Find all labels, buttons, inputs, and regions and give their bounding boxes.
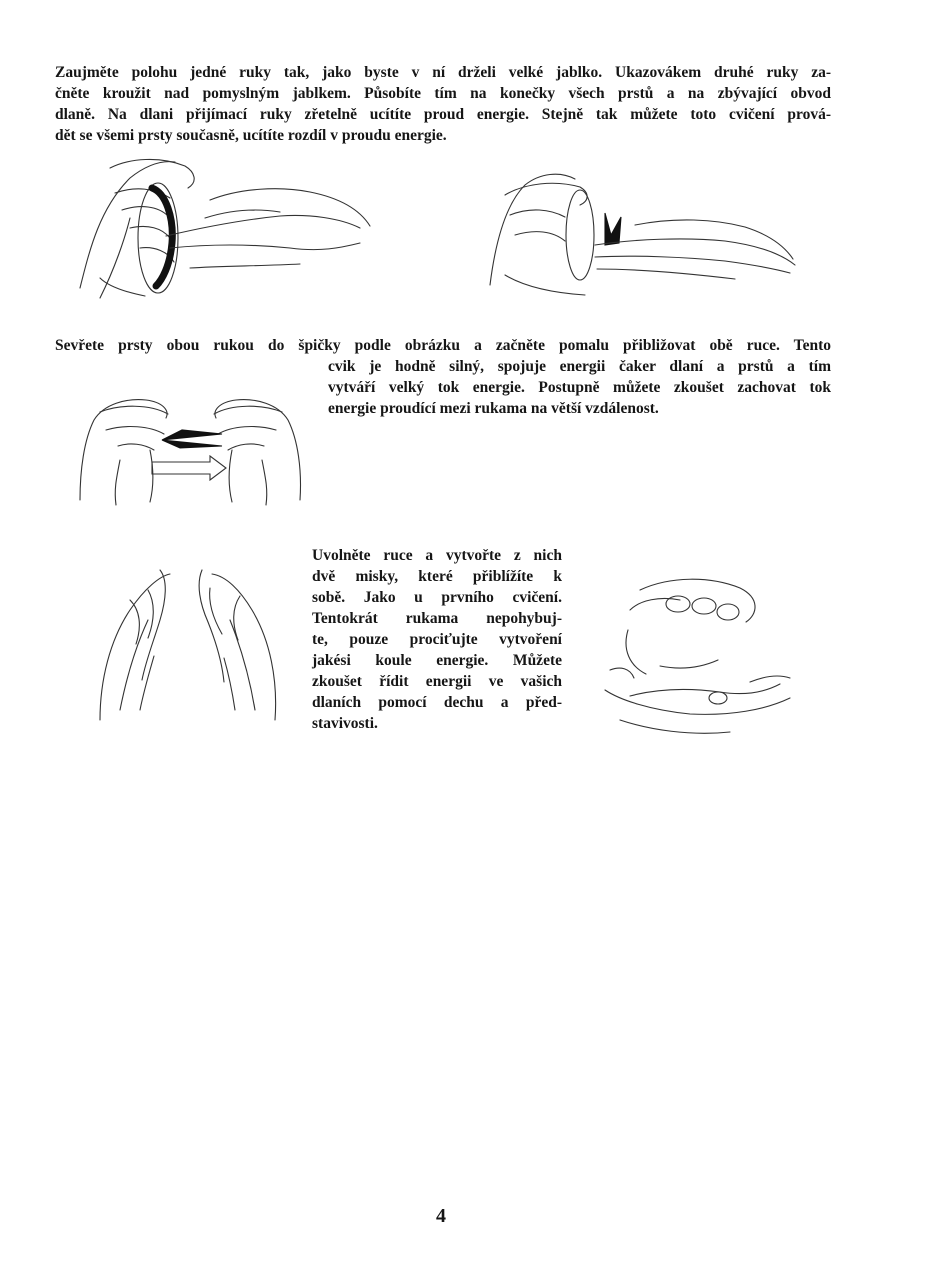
- text-line: sobě. Jako u prvního cvičení.: [312, 589, 562, 606]
- illustration-energy-ball-hands: [600, 570, 800, 740]
- text-line: Tentokrát rukama nepohybuj-: [312, 610, 562, 627]
- illustration-hand-circling-apple: [70, 148, 390, 306]
- text-line: energie proudící mezi rukama na větší vzdálenost.: [328, 400, 659, 417]
- text-line: vytváří velký tok energie. Postupně můžete zkoušet zachovat tok: [328, 379, 831, 396]
- text-line: dlaních pomocí dechu a před-: [312, 694, 562, 711]
- illustration-cupped-hands-bowls: [90, 560, 285, 730]
- paragraph-apple-exercise: [55, 62, 831, 146]
- text-line: Uvolněte ruce a vytvořte z nich: [312, 547, 562, 564]
- text-line: dlaně. Na dlani přijímací ruky zřetelně ucítíte proud energie. Stejně tak můžete toto cvičení prová-: [55, 106, 831, 123]
- text-line: cvik je hodně silný, spojuje energii čaker dlaní a prstů a tím: [328, 358, 831, 375]
- paragraph-fingertips-first-line: [55, 335, 831, 356]
- text-line: jakési koule energie. Můžete: [312, 652, 562, 669]
- text-line: te, pouze prociťujte vytvoření: [312, 631, 562, 648]
- text-line: Zaujměte polohu jedné ruky tak, jako byste v ní drželi velké jablko. Ukazovákem druhé ruky za-: [55, 64, 831, 81]
- text-line: dvě misky, které přiblížíte k: [312, 568, 562, 585]
- text-line: stavivosti.: [312, 715, 378, 732]
- paragraph-fingertips-exercise: [328, 356, 831, 419]
- text-line: zkoušet řídit energii ve vašich: [312, 673, 562, 690]
- text-line: čněte kroužit nad pomyslným jablkem. Působíte tím na konečky všech prstů a na zbývající obvod: [55, 85, 831, 102]
- page-number: 4: [436, 1205, 446, 1227]
- illustration-hands-fingertips-arrows: [70, 390, 310, 510]
- text-line: dět se všemi prsty současně, ucítíte rozdíl v proudu energie.: [55, 127, 447, 144]
- illustration-hand-all-fingers: [485, 165, 805, 300]
- paragraph-energy-ball-exercise: [312, 545, 562, 734]
- text-line: Sevřete prsty obou rukou do špičky podle obrázku a začněte pomalu přibližovat obě ruce. Tento: [55, 337, 831, 354]
